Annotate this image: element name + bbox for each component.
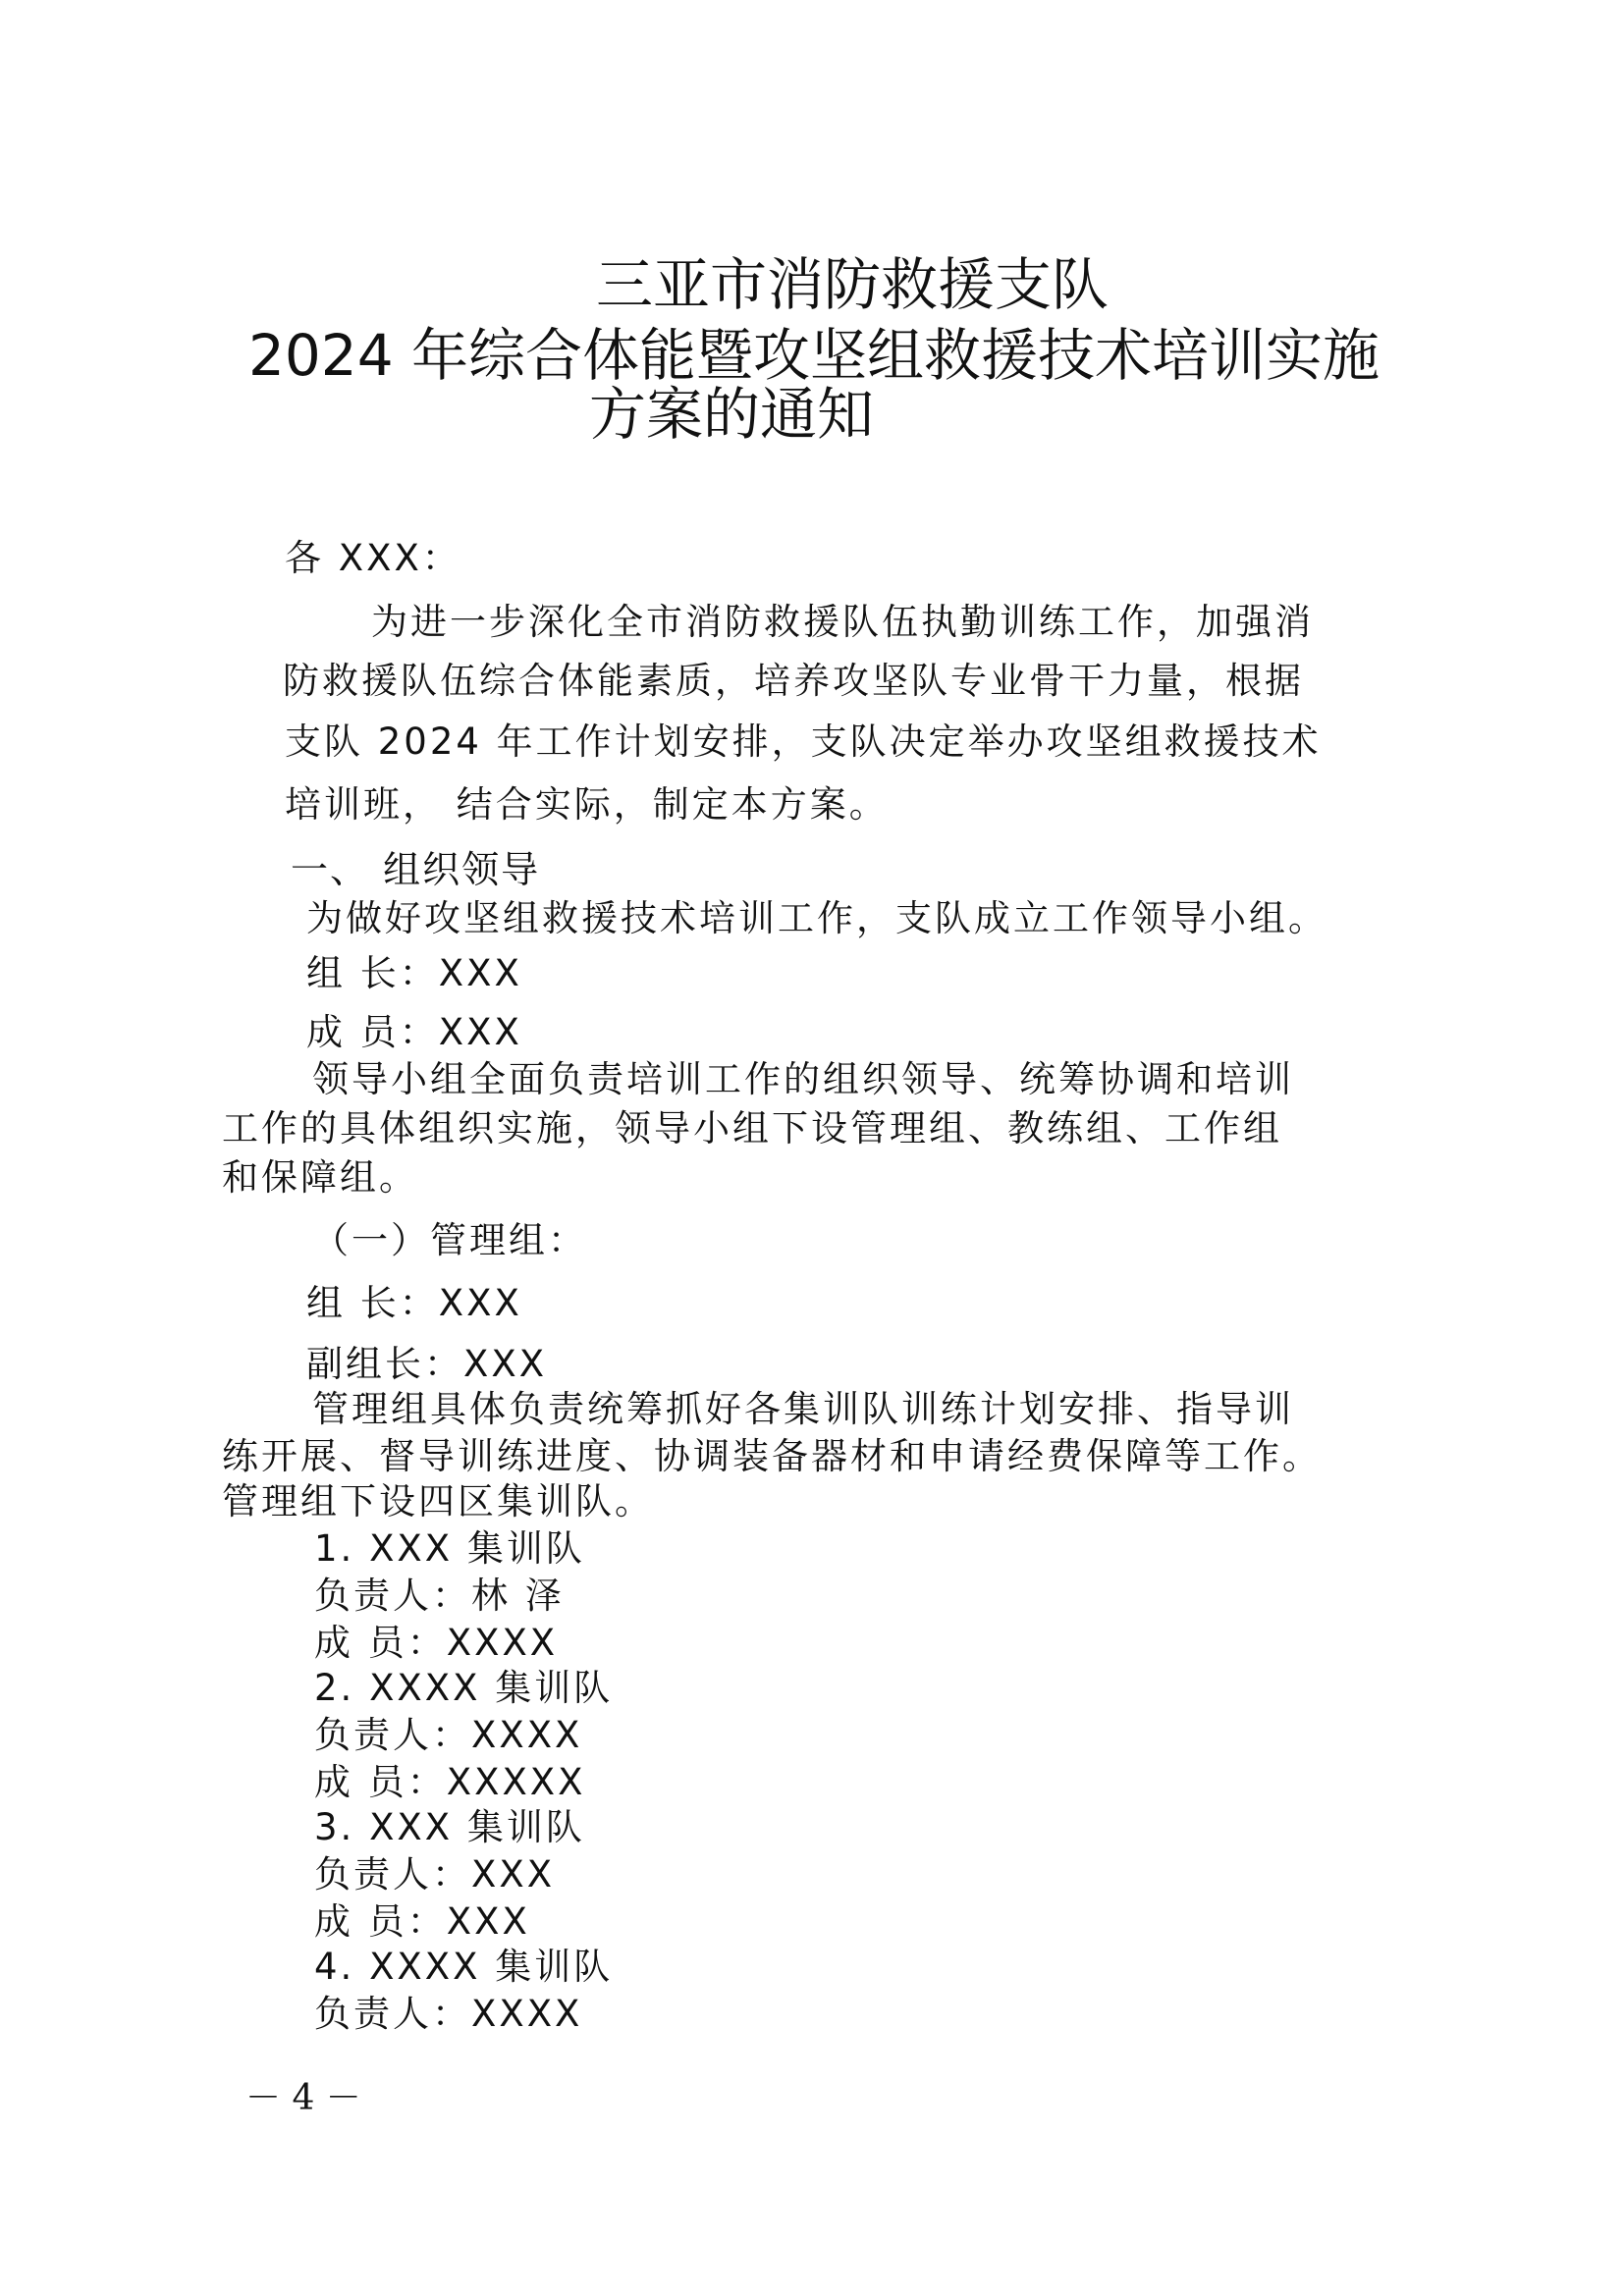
management-duties-line: 管理组具体负责统筹抓好各集训队训练计划安排、指导训 — [312, 1388, 1294, 1430]
salutation: 各 XXX： — [285, 537, 461, 579]
intro-line: 培训班， 结合实际，制定本方案。 — [285, 783, 889, 826]
subsection-heading-management: （一）管理组： — [312, 1219, 587, 1261]
duties-line: 和保障组。 — [222, 1156, 418, 1199]
team-head: 负责人：XXX — [314, 1853, 556, 1896]
document-title-line-1: 三亚市消防救援支队 — [596, 251, 1110, 318]
team-members: 成 员：XXXXX — [314, 1761, 586, 1803]
page-number: － 4 － — [245, 2078, 361, 2118]
management-deputy: 副组长：XXX — [306, 1343, 548, 1385]
team-head: 负责人：XXXX — [314, 1993, 583, 2035]
members-line: 成 员：XXX — [306, 1011, 522, 1053]
duties-line: 领导小组全面负责培训工作的组织领导、统筹协调和培训 — [312, 1058, 1294, 1100]
team-name: 2. XXXX 集训队 — [314, 1667, 614, 1709]
team-members: 成 员：XXXX — [314, 1622, 559, 1664]
intro-line: 防救援队伍综合体能素质，培养攻坚队专业骨干力量，根据 — [283, 660, 1304, 702]
team-head: 负责人：林 泽 — [314, 1575, 565, 1617]
team-head: 负责人：XXXX — [314, 1714, 583, 1756]
team-name: 4. XXXX 集训队 — [314, 1946, 614, 1988]
document-title-line-2: 2024 年综合体能暨攻坚组救援技术培训实施 — [248, 322, 1380, 389]
duties-line: 工作的具体组织实施，领导小组下设管理组、教练组、工作组 — [222, 1107, 1282, 1149]
team-members: 成 员：XXX — [314, 1900, 530, 1943]
section-lead: 为做好攻坚组救援技术培训工作，支队成立工作领导小组。 — [306, 897, 1327, 939]
management-leader: 组 长：XXX — [306, 1282, 522, 1324]
document-title-line-3: 方案的通知 — [589, 381, 875, 448]
intro-line: 支队 2024 年工作计划安排，支队决定举办攻坚组救援技术 — [285, 721, 1322, 763]
management-duties-line: 练开展、督导训练进度、协调装备器材和申请经费保障等工作。 — [222, 1435, 1322, 1477]
intro-line: 为进一步深化全市消防救援队伍执勤训练工作，加强消 — [371, 601, 1314, 643]
team-name: 3. XXX 集训队 — [314, 1806, 585, 1848]
team-name: 1. XXX 集训队 — [314, 1527, 585, 1570]
leader-line: 组 长：XXX — [306, 952, 522, 994]
section-heading-organization: 一、 组织领导 — [291, 848, 541, 891]
management-duties-line: 管理组下设四区集训队。 — [222, 1480, 654, 1522]
